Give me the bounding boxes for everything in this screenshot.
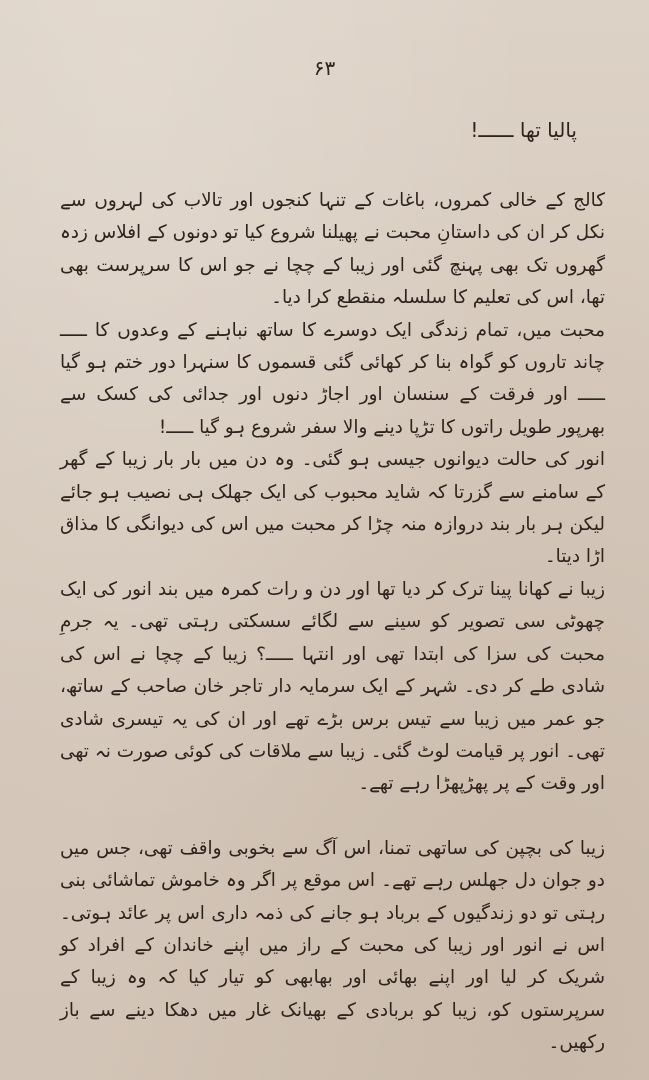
- paragraph: انور کی حالت دیوانوں جیسی ہو گئی۔ وہ دن میں بار بار زیبا کے گھر کے سامنے سے گزرتا کہ شاید محبوب کی ایک جھلک ہی نصیب ہو جائے لیکن ہر بار بند دروازہ منہ چڑا کر محبت میں اس کی دیوانگی کا مذاق اڑا دیتا۔: [60, 449, 605, 568]
- body-text: [60, 185, 605, 1060]
- continuation-line: پالیا تھا ــــــ!: [470, 118, 577, 142]
- paragraph: زیبا کی بچپن کی ساتھی تمنا، اس آگ سے بخوبی واقف تھی، جس میں دو جوان دل جھلس رہے تھے۔ اس موقع پر اگر وہ خاموش تماشائی بنی رہتی تو دو زندگیوں کے برباد ہو جانے کی ذمہ داری اس پر عائد ہوتی۔ اس نے انور اور زیبا کی محبت کے راز میں اپنے خاندان کے افراد کو شریک کر لیا اور اپنے بھائی اور بھابھی کو تیار کیا کہ وہ زیبا کے سرپرستوں کو، زیبا کو بربادی کے بھیانک غار میں دھکا دینے سے باز رکھیں۔: [60, 837, 605, 1054]
- page-number: ۶۳: [313, 56, 336, 80]
- paragraph: زیبا نے کھانا پینا ترک کر دیا تھا اور دن و رات کمرہ میں بند انور کی ایک چھوٹی سی تصویر کو سینے سے لگائے سسکتی رہتی تھی۔ یہ جرمِ محبت کی سزا کی ابتدا تھی اور انتہا ـــــ؟ زیبا کے چچا نے اس کی شادی طے کر دی۔ شہر کے ایک سرمایہ دار تاجر خان صاحب کے ساتھ، جو عمر میں زیبا سے تیس برس بڑے تھے اور ان کی یہ تیسری شادی تھی۔ انور پر قیامت لوٹ گئی۔ زیبا سے ملاقات کی کوئی صورت نہ تھی اور وقت کے پر پھڑپھڑا رہے تھے۔: [60, 578, 605, 795]
- paragraph: محبت میں، تمام زندگی ایک دوسرے کا ساتھ نباہنے کے وعدوں کا ـــــ چاند تاروں کو گواہ بنا کر کھائی گئی قسموں کا سنہرا دور ختم ہو گیا ـــــ اور فرقت کے سنسان اور اجاڑ دنوں اور جدائی کی کسک سے بھرپور طویل راتوں کا تڑپا دینے والا سفر شروع ہو گیا ـــــ!: [60, 319, 605, 438]
- paragraph: کالج کے خالی کمروں، باغات کے تنہا کنجوں اور تالاب کی لہروں سے نکل کر ان کی داستانِ محبت نے پھیلنا شروع کیا تو دونوں کے افلاس زدہ گھروں تک بھی پہنچ گئی اور زیبا کے چچا نے جو اس کا سرپرست بھی تھا، اس کی تعلیم کا سلسلہ منقطع کرا دیا۔: [60, 190, 605, 309]
